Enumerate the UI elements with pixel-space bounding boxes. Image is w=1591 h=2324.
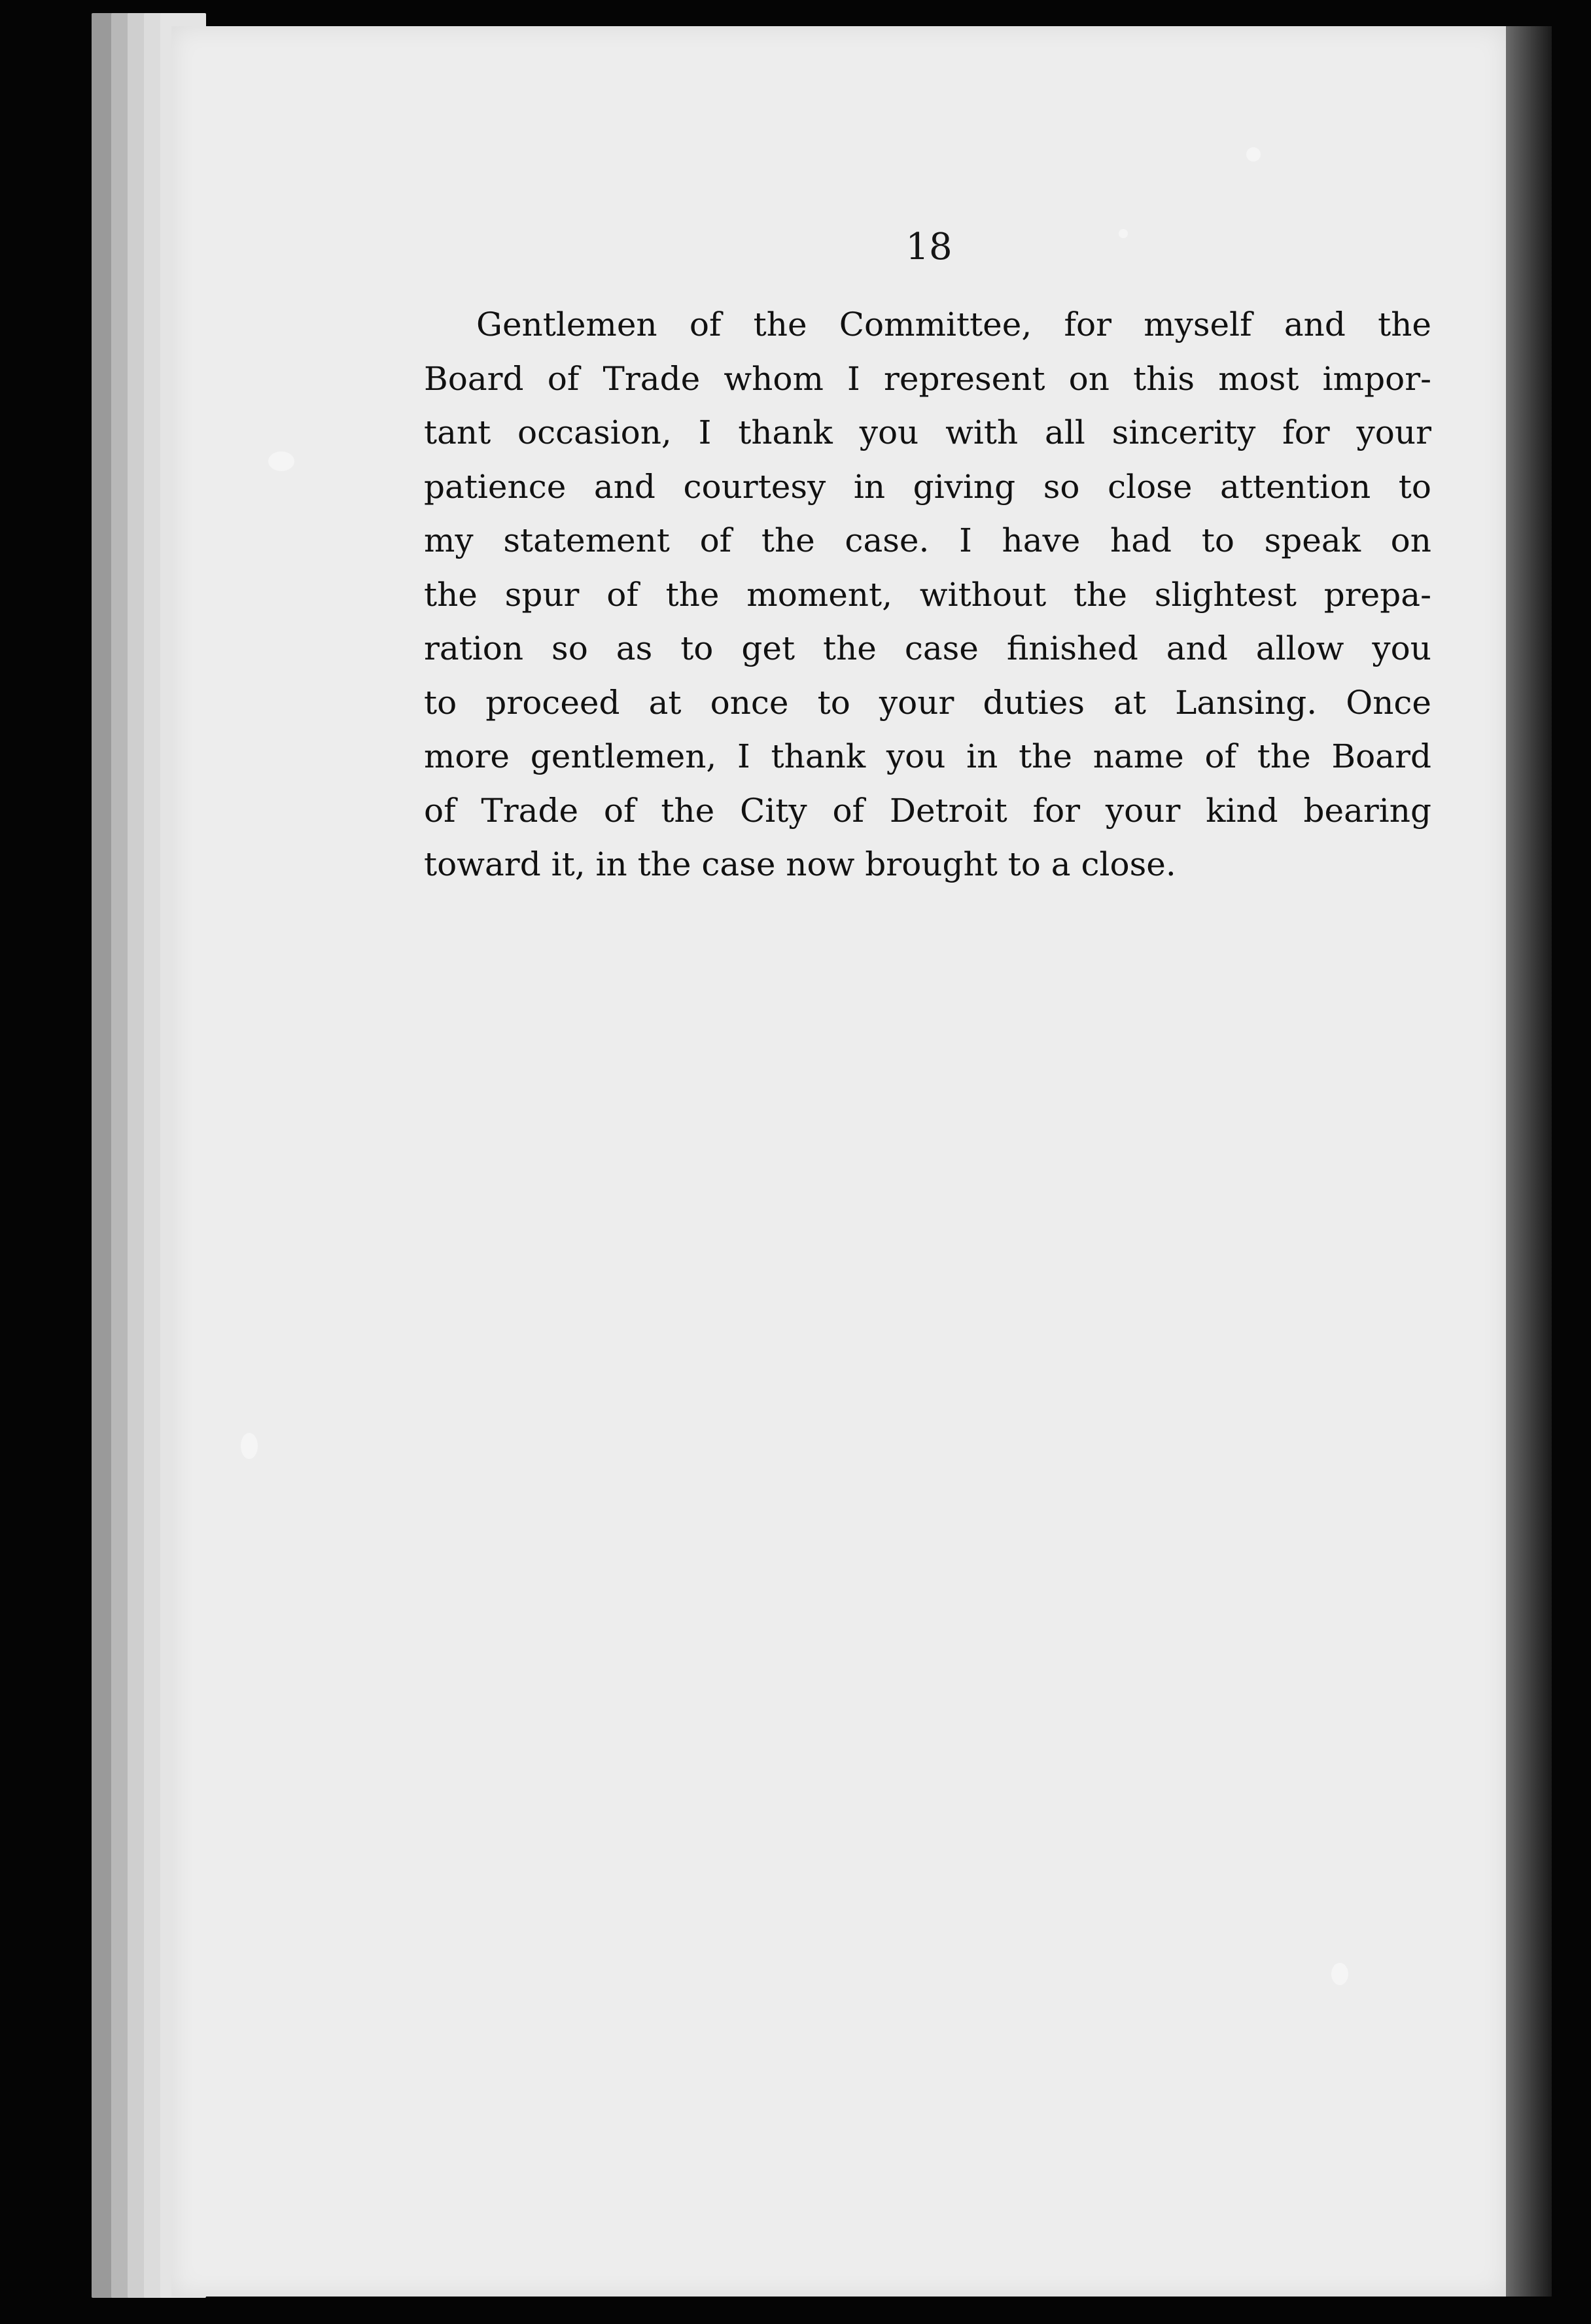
dust-speck <box>268 451 294 471</box>
text-line: to proceed at once to your duties at Lansing. Once <box>424 683 1431 722</box>
text-line: Gentlemen of the Committee, for myself and the <box>476 306 1431 343</box>
text-line: my statement of the case. I have had to speak on <box>424 521 1431 559</box>
dust-speck <box>1331 1963 1348 1985</box>
dust-speck <box>1119 229 1128 238</box>
text-line: more gentlemen, I thank you in the name of the Board <box>424 737 1431 775</box>
text-line: Board of Trade whom I represent on this most impor- <box>424 359 1431 398</box>
binding-shadow <box>1506 26 1552 2297</box>
text-line: of Trade of the City of Detroit for your kind bearing <box>424 791 1431 830</box>
text-line: tant occasion, I thank you with all sincerity for your <box>424 414 1431 451</box>
text-line: ration so as to get the case finished and allow you <box>424 629 1431 667</box>
page-number: 18 <box>905 226 953 268</box>
dust-speck <box>1246 147 1261 162</box>
text-line: toward it, in the case now brought to a close. <box>424 845 1176 883</box>
dust-speck <box>241 1433 258 1459</box>
text-line: patience and courtesy in giving so close attention to <box>424 467 1431 506</box>
body-paragraph <box>424 298 1431 892</box>
text-line: the spur of the moment, without the slightest prepa- <box>424 575 1431 614</box>
